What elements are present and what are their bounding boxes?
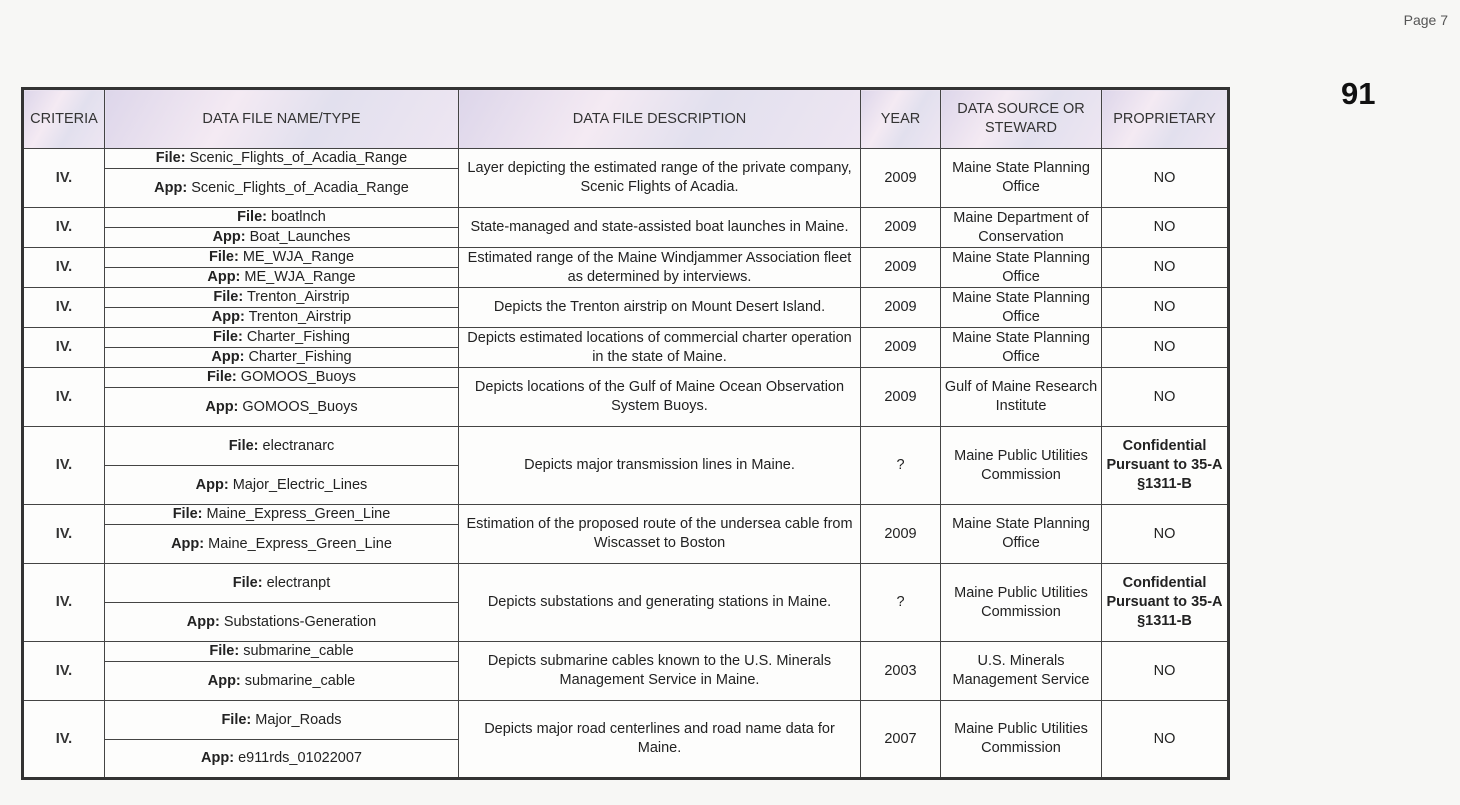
proprietary-cell: Confidential Pursuant to 35-A §1311-B bbox=[1102, 427, 1229, 505]
year-cell: 2009 bbox=[861, 288, 941, 328]
app-name-value: Maine_Express_Green_Line bbox=[208, 535, 392, 552]
table-header-row bbox=[23, 89, 1229, 149]
app-name-value: Major_Electric_Lines bbox=[232, 476, 368, 493]
header-proprietary: PROPRIETARY bbox=[1102, 89, 1229, 149]
table-row bbox=[23, 208, 1229, 228]
header-criteria: CRITERIA bbox=[23, 89, 105, 149]
description-cell: Depicts major transmission lines in Maine. bbox=[459, 427, 861, 505]
year-cell: ? bbox=[861, 564, 941, 642]
file-name-value: Major_Roads bbox=[255, 711, 342, 728]
app-prefix-label: App: bbox=[171, 535, 205, 552]
header-data-file-name: DATA FILE NAME/TYPE bbox=[105, 89, 459, 149]
description-cell: Depicts major road centerlines and road name data for Maine. bbox=[459, 701, 861, 779]
app-name-cell bbox=[105, 466, 459, 505]
file-name-value: ME_WJA_Range bbox=[242, 249, 355, 265]
app-name-cell bbox=[105, 228, 459, 248]
table-row bbox=[23, 368, 1229, 388]
app-name-value: Substations-Generation bbox=[223, 613, 377, 630]
year-cell: 2009 bbox=[861, 149, 941, 208]
proprietary-cell: NO bbox=[1102, 208, 1229, 248]
criteria-cell: IV. bbox=[23, 248, 105, 288]
page-number: 91 bbox=[1341, 76, 1376, 111]
file-name-cell bbox=[105, 564, 459, 603]
source-cell: Gulf of Maine Research Institute bbox=[941, 368, 1102, 427]
source-cell: Maine State Planning Office bbox=[941, 149, 1102, 208]
description-cell: State-managed and state-assisted boat launches in Maine. bbox=[459, 208, 861, 248]
source-cell: Maine State Planning Office bbox=[941, 505, 1102, 564]
file-prefix-label: File: bbox=[206, 369, 237, 385]
file-prefix-label: File: bbox=[212, 329, 243, 345]
file-name-cell bbox=[105, 288, 459, 308]
app-prefix-label: App: bbox=[211, 309, 245, 325]
file-name-value: electranarc bbox=[262, 437, 335, 454]
description-cell: Estimated range of the Maine Windjammer Association fleet as determined by interviews. bbox=[459, 248, 861, 288]
description-cell: Depicts substations and generating stations in Maine. bbox=[459, 564, 861, 642]
file-prefix-label: File: bbox=[172, 506, 203, 522]
proprietary-cell: NO bbox=[1102, 701, 1229, 779]
app-prefix-label: App: bbox=[211, 349, 245, 365]
proprietary-cell: NO bbox=[1102, 642, 1229, 701]
app-name-cell bbox=[105, 268, 459, 288]
file-name-value: electranpt bbox=[266, 574, 331, 591]
file-name-cell bbox=[105, 368, 459, 388]
file-name-cell bbox=[105, 505, 459, 525]
table-row bbox=[23, 564, 1229, 603]
proprietary-cell: NO bbox=[1102, 248, 1229, 288]
app-name-value: GOMOOS_Buoys bbox=[242, 398, 358, 415]
app-name-value: Charter_Fishing bbox=[248, 349, 352, 365]
criteria-cell: IV. bbox=[23, 701, 105, 779]
criteria-cell: IV. bbox=[23, 208, 105, 248]
source-cell: Maine State Planning Office bbox=[941, 248, 1102, 288]
source-cell: Maine State Planning Office bbox=[941, 288, 1102, 328]
app-name-cell bbox=[105, 525, 459, 564]
app-name-cell bbox=[105, 740, 459, 779]
year-cell: 2003 bbox=[861, 642, 941, 701]
file-name-cell bbox=[105, 642, 459, 662]
app-name-cell bbox=[105, 662, 459, 701]
file-prefix-label: File: bbox=[155, 150, 186, 166]
app-name-value: Trenton_Airstrip bbox=[248, 309, 352, 325]
file-prefix-label: File: bbox=[228, 437, 259, 454]
file-name-value: Scenic_Flights_of_Acadia_Range bbox=[189, 150, 408, 166]
file-name-cell bbox=[105, 248, 459, 268]
file-name-cell bbox=[105, 149, 459, 169]
source-cell: Maine Department of Conservation bbox=[941, 208, 1102, 248]
data-file-table bbox=[21, 87, 1230, 780]
table-row bbox=[23, 149, 1229, 169]
file-name-cell bbox=[105, 701, 459, 740]
criteria-cell: IV. bbox=[23, 149, 105, 208]
proprietary-cell: NO bbox=[1102, 149, 1229, 208]
year-cell: 2009 bbox=[861, 208, 941, 248]
year-cell: 2009 bbox=[861, 248, 941, 288]
app-prefix-label: App: bbox=[195, 476, 229, 493]
table-body bbox=[23, 149, 1229, 779]
proprietary-cell: NO bbox=[1102, 328, 1229, 368]
criteria-cell: IV. bbox=[23, 288, 105, 328]
description-cell: Layer depicting the estimated range of the private company, Scenic Flights of Acadia. bbox=[459, 149, 861, 208]
description-cell: Depicts submarine cables known to the U.S. Minerals Management Service in Maine. bbox=[459, 642, 861, 701]
criteria-cell: IV. bbox=[23, 642, 105, 701]
app-prefix-label: App: bbox=[201, 750, 235, 766]
proprietary-cell: NO bbox=[1102, 505, 1229, 564]
app-name-value: Scenic_Flights_of_Acadia_Range bbox=[191, 179, 409, 196]
description-cell: Depicts estimated locations of commercial charter operation in the state of Maine. bbox=[459, 328, 861, 368]
source-cell: Maine Public Utilities Commission bbox=[941, 427, 1102, 505]
description-cell: Depicts locations of the Gulf of Maine Ocean Observation System Buoys. bbox=[459, 368, 861, 427]
app-name-value: submarine_cable bbox=[244, 672, 356, 689]
page-label: Page 7 bbox=[1403, 12, 1448, 28]
app-name-value: ME_WJA_Range bbox=[244, 269, 356, 285]
file-prefix-label: File: bbox=[213, 289, 244, 305]
table-row bbox=[23, 248, 1229, 268]
file-name-cell bbox=[105, 427, 459, 466]
criteria-cell: IV. bbox=[23, 505, 105, 564]
header-year: YEAR bbox=[861, 89, 941, 149]
header-data-source: DATA SOURCE OR STEWARD bbox=[941, 89, 1102, 149]
app-name-cell bbox=[105, 169, 459, 208]
file-name-cell bbox=[105, 328, 459, 348]
file-name-value: Charter_Fishing bbox=[246, 329, 350, 345]
file-prefix-label: File: bbox=[208, 249, 239, 265]
year-cell: ? bbox=[861, 427, 941, 505]
proprietary-cell: NO bbox=[1102, 288, 1229, 328]
source-cell: Maine Public Utilities Commission bbox=[941, 564, 1102, 642]
proprietary-cell: NO bbox=[1102, 368, 1229, 427]
description-cell: Estimation of the proposed route of the undersea cable from Wiscasset to Boston bbox=[459, 505, 861, 564]
header-data-file-description: DATA FILE DESCRIPTION bbox=[459, 89, 861, 149]
app-prefix-label: App: bbox=[205, 398, 239, 415]
file-name-cell bbox=[105, 208, 459, 228]
description-cell: Depicts the Trenton airstrip on Mount Desert Island. bbox=[459, 288, 861, 328]
source-cell: U.S. Minerals Management Service bbox=[941, 642, 1102, 701]
year-cell: 2009 bbox=[861, 505, 941, 564]
table-row bbox=[23, 328, 1229, 348]
file-prefix-label: File: bbox=[209, 643, 240, 659]
criteria-cell: IV. bbox=[23, 368, 105, 427]
app-name-value: e911rds_01022007 bbox=[238, 750, 362, 766]
criteria-cell: IV. bbox=[23, 328, 105, 368]
file-name-value: submarine_cable bbox=[243, 643, 354, 659]
year-cell: 2009 bbox=[861, 328, 941, 368]
app-name-cell bbox=[105, 603, 459, 642]
file-name-value: Maine_Express_Green_Line bbox=[206, 506, 391, 522]
source-cell: Maine Public Utilities Commission bbox=[941, 701, 1102, 779]
app-name-cell bbox=[105, 308, 459, 328]
app-prefix-label: App: bbox=[207, 672, 241, 689]
table-row bbox=[23, 288, 1229, 308]
proprietary-cell: Confidential Pursuant to 35-A §1311-B bbox=[1102, 564, 1229, 642]
app-name-cell bbox=[105, 388, 459, 427]
table-row bbox=[23, 701, 1229, 740]
app-prefix-label: App: bbox=[212, 229, 246, 245]
file-prefix-label: File: bbox=[221, 711, 252, 728]
source-cell: Maine State Planning Office bbox=[941, 328, 1102, 368]
table-row bbox=[23, 505, 1229, 525]
app-name-value: Boat_Launches bbox=[249, 229, 351, 245]
file-name-value: boatlnch bbox=[271, 209, 326, 225]
year-cell: 2007 bbox=[861, 701, 941, 779]
criteria-cell: IV. bbox=[23, 427, 105, 505]
table-row bbox=[23, 427, 1229, 466]
file-prefix-label: File: bbox=[237, 209, 267, 225]
app-prefix-label: App: bbox=[186, 613, 220, 630]
criteria-cell: IV. bbox=[23, 564, 105, 642]
table-row bbox=[23, 642, 1229, 662]
file-prefix-label: File: bbox=[232, 574, 263, 591]
app-prefix-label: App: bbox=[207, 269, 241, 285]
app-prefix-label: App: bbox=[154, 179, 188, 196]
file-name-value: GOMOOS_Buoys bbox=[240, 369, 357, 385]
file-name-value: Trenton_Airstrip bbox=[246, 289, 350, 305]
app-name-cell bbox=[105, 348, 459, 368]
year-cell: 2009 bbox=[861, 368, 941, 427]
